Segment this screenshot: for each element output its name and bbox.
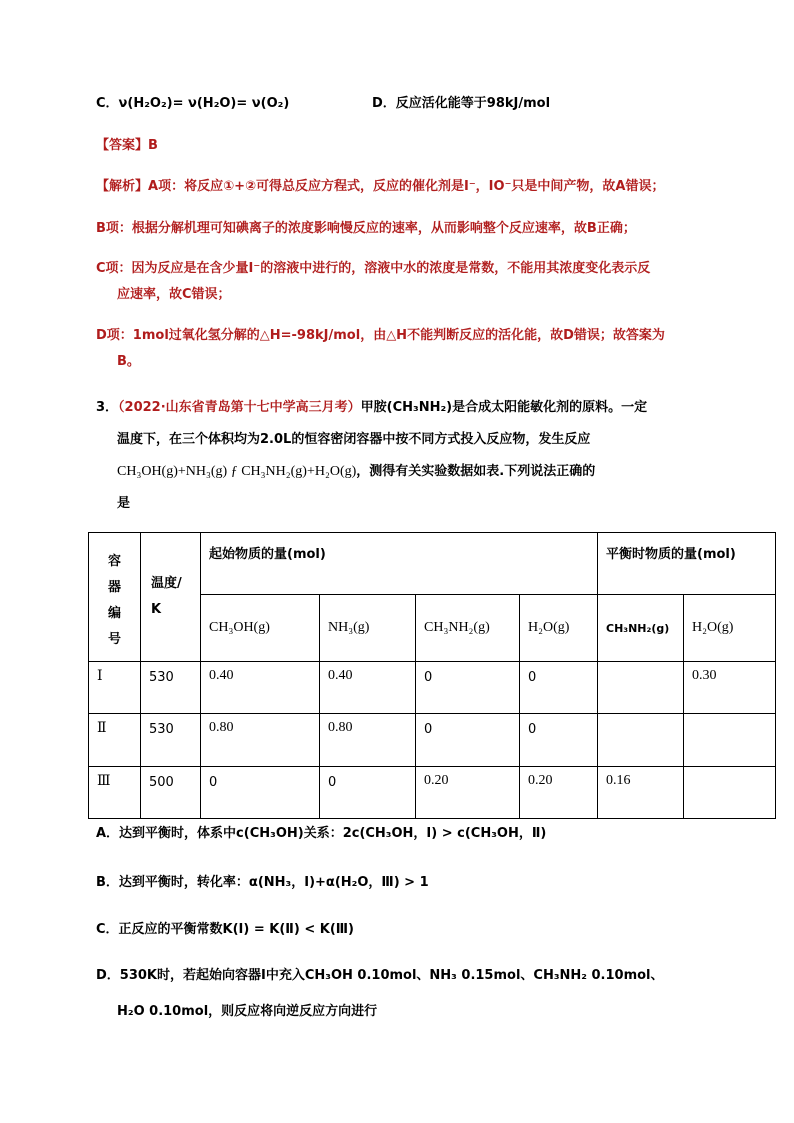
cell-value: 0.40 [201,662,320,714]
header-container: 容器编号 [89,533,141,662]
sub-header-h2o: H₂O(g) [520,595,598,662]
analysis-d-line1: D项：1mol过氧化氢分解的△H=-98kJ/mol，由△H不能判断反应的活化能，故D错误；故答案为 [96,328,665,343]
cell-value [684,714,776,767]
option-c: C．正反应的平衡常数K(Ⅰ) = K(Ⅱ) < K(Ⅲ) [96,922,354,937]
data-table [88,532,776,819]
answer-line [96,136,158,156]
header-initial: 起始物质的量(mol) [201,533,598,595]
question-3-line4: 是 [117,496,131,511]
option-b: B．达到平衡时，转化率：α(NH₃，Ⅰ)+α(H₂O，Ⅲ) > 1 [96,875,429,890]
question-source: （2022·山东省青岛第十七中学高三月考） [118,400,361,415]
question-stem-1: 甲胺(CH₃NH₂)是合成太阳能敏化剂的原料。一定 [360,400,648,415]
question-stem-3: ，测得有关实验数据如表.下列说法正确的 [356,464,596,479]
cell-container: Ⅲ [89,767,141,819]
cell-value: 0.20 [416,767,520,819]
analysis-a [96,177,665,197]
cell-container: Ⅰ [89,662,141,714]
table-row [89,767,776,819]
reaction-equation: CH₃OH(g)+NH₃(g) ƒ CH₃NH₂(g)+H₂O(g) [117,464,357,479]
table-row [89,714,776,767]
option-d-line2: H₂O 0.10mol，则反应将向逆反应方向进行 [117,1004,378,1019]
sub-header-ch3oh: CH₃OH(g) [201,595,320,662]
prev-option-c: C．ν(H₂O₂)= ν(H₂O)= ν(O₂) [96,96,290,111]
cell-value: 0.80 [201,714,320,767]
cell-value: 0.80 [320,714,416,767]
cell-value: 0 [201,767,320,819]
header-temperature: 温度/K [141,533,201,662]
cell-container: Ⅱ [89,714,141,767]
analysis-d-line2: B。 [117,354,140,369]
cell-temperature: 530 [141,714,201,767]
cell-value: 0 [520,714,598,767]
answer-value: B [148,138,158,153]
question-3-line2: 温度下，在三个体积均为2.0L的恒容密闭容器中按不同方式投入反应物，发生反应 [117,432,591,447]
sub-header-nh3: NH₃(g) [320,595,416,662]
cell-temperature: 530 [141,662,201,714]
cell-value: 0 [520,662,598,714]
sub-header-eq-ch3nh2: CH₃NH₂(g) [598,595,684,662]
cell-value: 0 [320,767,416,819]
header-equilibrium: 平衡时物质的量(mol) [598,533,776,595]
question-3-line1 [96,398,647,418]
cell-value: 0.16 [598,767,684,819]
cell-value [684,767,776,819]
analysis-a-text: A项：将反应①+②可得总反应方程式，反应的催化剂是I⁻，IO⁻只是中间产物，故A错误； [148,179,665,194]
analysis-label: 【解析】 [96,179,149,194]
option-d-line1: D．530K时，若起始向容器Ⅰ中充入CH₃OH 0.10mol、NH₃ 0.15mol、CH₃NH₂ 0.10mol、 [96,968,664,983]
cell-value: 0 [416,714,520,767]
sub-header-eq-h2o: H₂O(g) [684,595,776,662]
analysis-c-line1: C项：因为反应是在含少量I⁻的溶液中进行的，溶液中水的浓度是常数，不能用其浓度变化表示反 [96,261,651,276]
table-row [89,662,776,714]
option-a: A．达到平衡时，体系中c(CH₃OH)关系：2c(CH₃OH，Ⅰ) > c(CH₃OH，Ⅱ) [96,826,547,841]
prev-option-d: D．反应活化能等于98kJ/mol [372,96,551,111]
cell-value [598,662,684,714]
answer-label: 【答案】 [96,138,149,153]
analysis-c-line2: 应速率，故C错误； [117,287,231,302]
cell-value: 0.30 [684,662,776,714]
cell-value: 0 [416,662,520,714]
cell-temperature: 500 [141,767,201,819]
cell-value: 0.40 [320,662,416,714]
question-3-line3 [117,462,595,482]
cell-value [598,714,684,767]
sub-header-ch3nh2: CH₃NH₂(g) [416,595,520,662]
cell-value: 0.20 [520,767,598,819]
analysis-b: B项：根据分解机理可知碘离子的浓度影响慢反应的速率，从而影响整个反应速率，故B正确； [96,221,636,236]
question-number: 3． [96,400,119,415]
